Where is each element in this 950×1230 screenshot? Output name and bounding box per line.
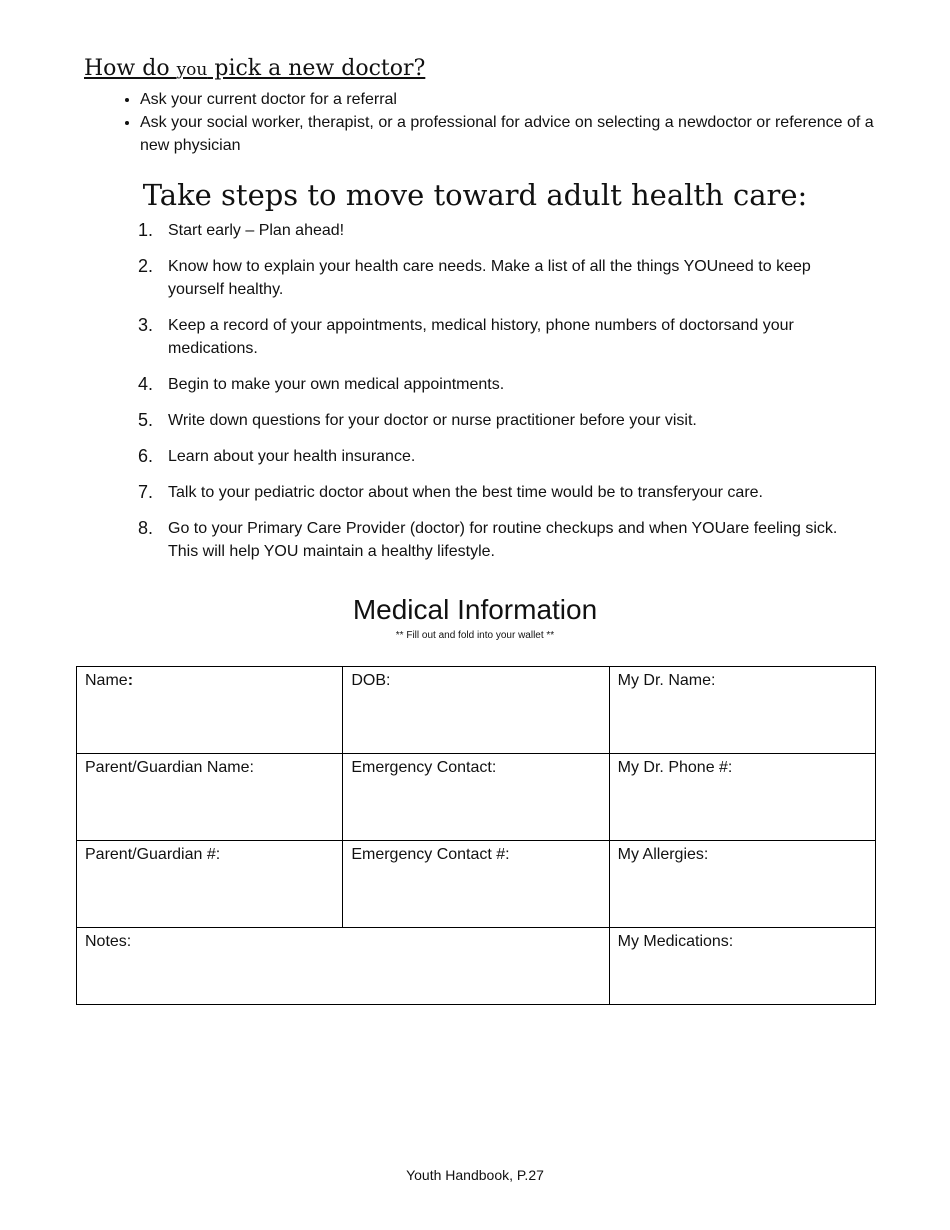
step-item	[138, 255, 850, 301]
step-item	[138, 373, 850, 396]
step-number: 2.	[138, 256, 154, 276]
step-item	[138, 219, 850, 242]
step-item	[138, 409, 850, 432]
step-item	[138, 517, 850, 563]
title-you: you	[176, 60, 208, 80]
dr-phone-label: My Dr. Phone #:	[617, 759, 733, 776]
dr-name-field[interactable]	[609, 667, 875, 754]
step-text: Go to your Primary Care Provider (doctor) for routine checkups and when YOUare feeling sick. This will help YOU maintain a healthy lifestyle.	[168, 520, 838, 560]
dr-phone-field[interactable]	[609, 754, 875, 841]
step-item	[138, 445, 850, 468]
guardian-number-label: Parent/Guardian #:	[85, 846, 221, 863]
step-text: Begin to make your own medical appointments.	[168, 376, 505, 393]
emergency-number-label: Emergency Contact #:	[351, 846, 510, 863]
step-number: 6.	[138, 446, 154, 466]
title-part1: How do	[84, 56, 177, 81]
list-item: • Ask your current doctor for a referral	[140, 88, 880, 111]
step-text: Write down questions for your doctor or nurse practitioner before your visit.	[168, 412, 697, 429]
notes-label: Notes:	[85, 933, 132, 950]
section-title-pick-doctor	[84, 56, 425, 81]
steps-title: Take steps to move toward adult health care:	[142, 178, 808, 212]
step-item	[138, 314, 850, 360]
title-part2: pick a new doctor?	[207, 56, 426, 81]
emergency-number-field[interactable]	[343, 841, 609, 928]
guardian-number-field[interactable]	[77, 841, 343, 928]
step-text: Start early – Plan ahead!	[168, 222, 345, 239]
medical-info-subtitle: ** Fill out and fold into your wallet **	[395, 630, 555, 641]
steps-list	[138, 219, 850, 576]
medications-label: My Medications:	[617, 933, 734, 950]
name-field[interactable]	[77, 667, 343, 754]
emergency-contact-label: Emergency Contact:	[351, 759, 497, 776]
name-colon: :	[127, 672, 134, 689]
dr-name-label: My Dr. Name:	[617, 672, 716, 689]
emergency-contact-field[interactable]	[343, 754, 609, 841]
guardian-name-field[interactable]	[77, 754, 343, 841]
step-text: Talk to your pediatric doctor about when the best time would be to transferyour care.	[168, 484, 763, 501]
dob-field[interactable]	[343, 667, 609, 754]
page-footer: Youth Handbook, P.27	[406, 1167, 544, 1183]
step-number: 7.	[138, 482, 154, 502]
name-label: Name	[85, 672, 128, 689]
guardian-name-label: Parent/Guardian Name:	[85, 759, 254, 776]
step-number: 4.	[138, 374, 154, 394]
step-number: 3.	[138, 315, 154, 335]
list-item: • Ask your social worker, therapist, or a professional for advice on selecting a newdoctor or reference of a new physician	[140, 111, 880, 157]
step-number: 1.	[138, 220, 154, 240]
step-text: Keep a record of your appointments, medical history, phone numbers of doctorsand your medications.	[168, 317, 794, 357]
step-number: 8.	[138, 518, 154, 538]
step-item	[138, 481, 850, 504]
allergies-label: My Allergies:	[617, 846, 709, 863]
notes-field[interactable]	[77, 928, 610, 1005]
dob-label: DOB:	[351, 672, 391, 689]
allergies-field[interactable]	[609, 841, 875, 928]
step-text: Learn about your health insurance.	[168, 448, 416, 465]
step-number: 5.	[138, 410, 154, 430]
medical-info-form	[76, 666, 876, 1005]
medical-info-title: Medical Information	[352, 594, 598, 625]
step-text: Know how to explain your health care needs. Make a list of all the things YOUneed to keep yourself healthy.	[168, 258, 811, 298]
medications-field[interactable]	[609, 928, 875, 1005]
pick-doctor-list	[112, 88, 880, 157]
